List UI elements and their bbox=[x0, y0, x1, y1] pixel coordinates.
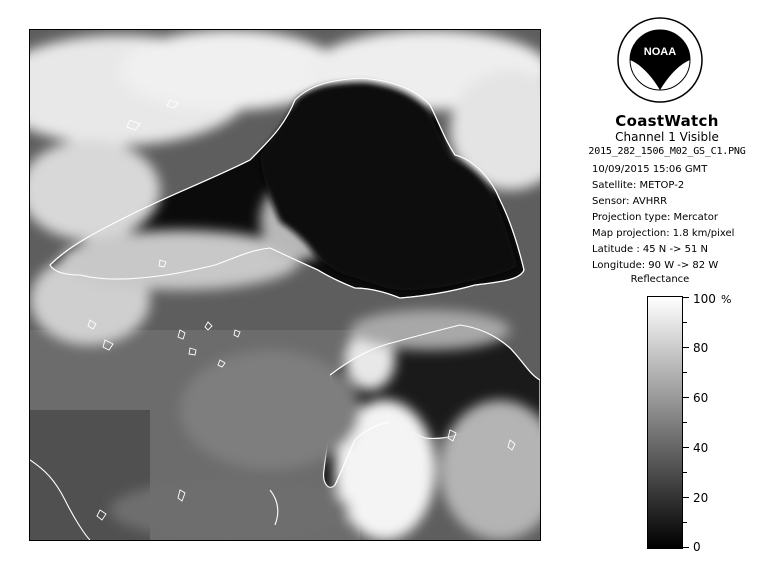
map-projection-label: Map projection: 1.8 km/pixel bbox=[592, 228, 735, 239]
colorbar-label-20: 20 bbox=[693, 491, 709, 505]
datetime-label: 10/09/2015 15:06 GMT bbox=[592, 164, 708, 175]
colorbar-tick-minor bbox=[683, 522, 687, 523]
colorbar-label-100: 100 bbox=[693, 292, 716, 306]
noaa-logo bbox=[617, 17, 703, 103]
colorbar-tick bbox=[683, 297, 689, 298]
sensor-label: Sensor: AVHRR bbox=[592, 196, 668, 207]
satellite-image bbox=[29, 29, 541, 541]
page-title: CoastWatch bbox=[615, 112, 719, 130]
satellite-image-svg bbox=[30, 30, 540, 540]
colorbar-tick bbox=[683, 447, 689, 448]
colorbar-label-60: 60 bbox=[693, 391, 709, 405]
colorbar-tick-minor bbox=[683, 322, 687, 323]
colorbar-tick-minor bbox=[683, 372, 687, 373]
satellite-label: Satellite: METOP-2 bbox=[592, 180, 685, 191]
colorbar-tick-minor bbox=[683, 472, 687, 473]
logo-text: NOAA bbox=[643, 46, 677, 58]
colorbar-tick bbox=[683, 397, 689, 398]
colorbar-tick bbox=[683, 547, 689, 548]
latitude-label: Latitude : 45 N -> 51 N bbox=[592, 244, 708, 255]
longitude-label: Longitude: 90 W -> 82 W bbox=[592, 260, 719, 271]
colorbar-title: Reflectance bbox=[630, 274, 690, 285]
colorbar-tick-minor bbox=[683, 422, 687, 423]
colorbar-unit: % bbox=[721, 293, 732, 306]
colorbar-label-0: 0 bbox=[693, 540, 701, 554]
colorbar-tick bbox=[683, 497, 689, 498]
colorbar-label-40: 40 bbox=[693, 441, 709, 455]
colorbar-tick bbox=[683, 347, 689, 348]
filename-label: 2015_282_1506_M02_GS_C1.PNG bbox=[588, 146, 746, 157]
projection-type-label: Projection type: Mercator bbox=[592, 212, 718, 223]
colorbar bbox=[647, 296, 683, 549]
colorbar-label-80: 80 bbox=[693, 341, 709, 355]
channel-label: Channel 1 Visible bbox=[615, 130, 719, 144]
